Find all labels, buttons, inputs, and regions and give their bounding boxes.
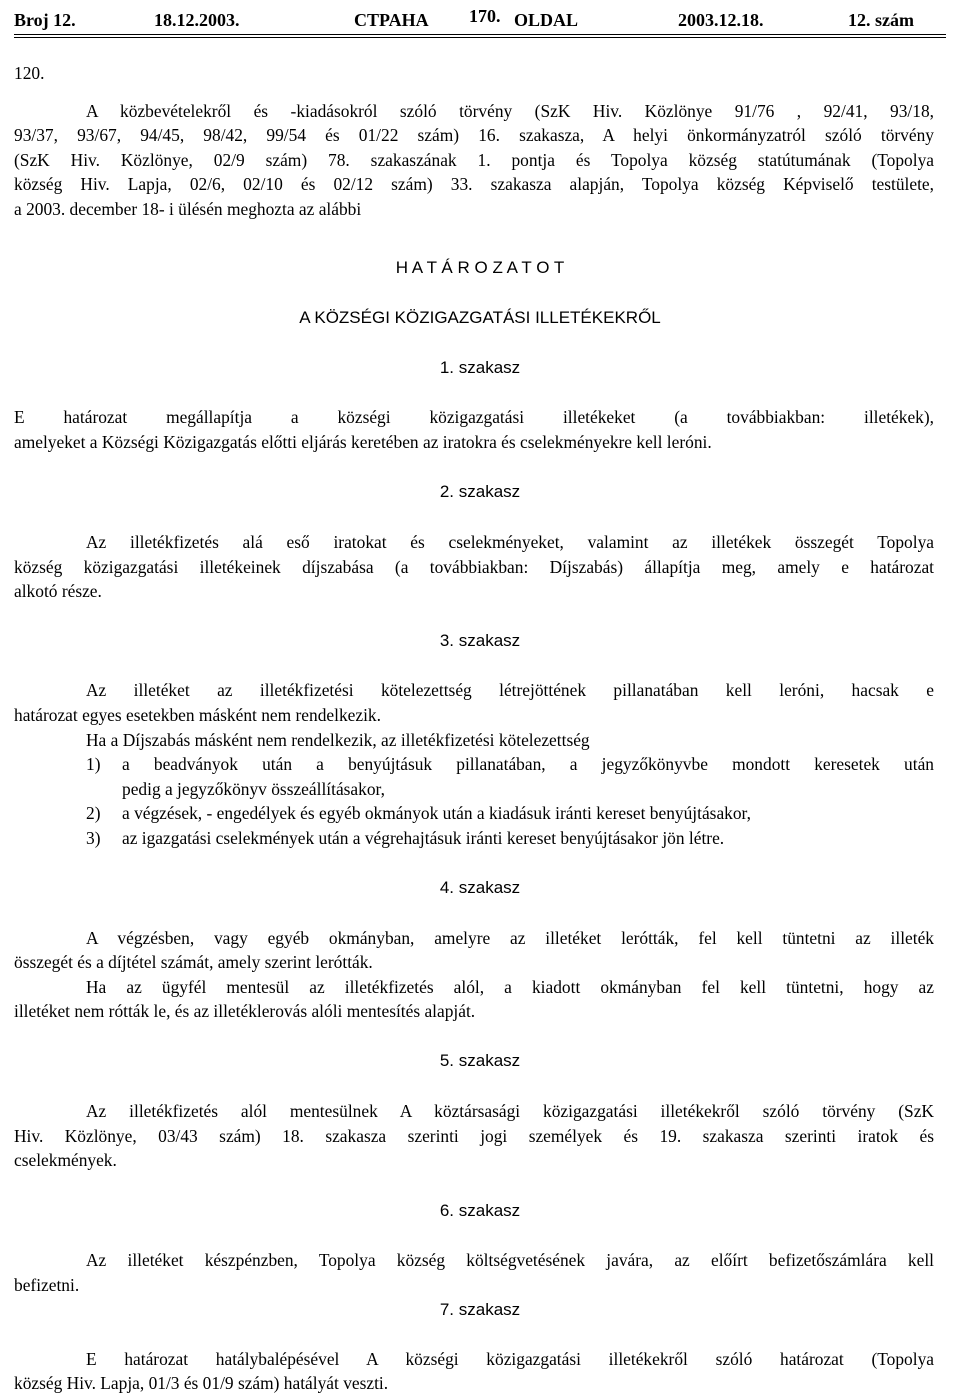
section-line: Az illetéket az illetékfizetési kötelezettség létrejöttének pillanatában kell leróni, hacsak e [86,680,934,700]
section-line: E határozat hatálybalépésével A községi közigazgatási illetékekről szóló határozat (Topolya [86,1349,934,1369]
list-item: a végzések, - engedélyek és egyéb okmányok után a kiadásuk iránti kereset benyújtásakor, [122,803,751,823]
section-line: illetéket nem rótták le, és az illetéklerovás alóli mentesítés alapját. [14,1001,476,1021]
section-heading: 4. szakasz [439,878,521,897]
section-line: alkotó része. [14,581,102,601]
list-item: a beadványok után a benyújtásuk pillanatában, a jegyzőkönyvbe mondott keresetek után [122,754,934,774]
section-line: község közigazgatási illetékeinek díjszabása (a továbbiakban: Díjszabás) állapítja meg, amely e határozat [14,557,934,577]
section-line: Az illetékfizetés alá eső iratokat és cselekményeket, valamint az illetékek összegét Topolya [86,532,934,552]
intro-line: (SzK Hiv. Közlönye, 02/9 szám) 78. szakaszának 1. pontja és Topolya község statútumának (Topolya [14,150,934,170]
section-line: amelyeket a Községi Közigazgatás előtti eljárás keretében az iratokra és cselekményekre kell leróni. [14,432,712,452]
list-item-number: 2) [86,803,101,823]
section-heading: 5. szakasz [439,1051,521,1070]
issue-number: Broj 12. [14,10,76,30]
list-item-number: 3) [86,828,101,848]
section-line: A végzésben, vagy egyéb okmányban, amelyre az illetéket lerótták, fel kell tüntetni az illeték [86,928,934,948]
intro-line: község Hiv. Lapja, 02/6, 02/10 és 02/12 szám) 33. szakasza alapján, Topolya község Képviselő testülete, [14,174,934,194]
section-heading: 1. szakasz [439,358,521,377]
intro-line: A közbevételekről és -kiadásokról szóló törvény (SzK Hiv. Közlönye 91/76 , 92/41, 93/18, [86,101,934,121]
section-line: község Hiv. Lapja, 01/3 és 01/9 szám) hatályát veszti. [14,1373,389,1393]
section-line: cselekmények. [14,1150,117,1170]
section-line: E határozat megállapítja a községi közigazgatási illetékeket (a továbbiakban: illetékek), [14,407,934,427]
document-title: H A T Á R O Z A T O T [395,258,565,277]
list-item-continuation: pedig a jegyzőkönyv összeállításakor, [122,779,385,799]
document-subtitle: A KÖZSÉGI KÖZIGAZGATÁSI ILLETÉKEKRŐL [299,308,661,327]
list-item: az igazgatási cselekmények után a végrehajtásuk iránti kereset benyújtásakor jön létre. [122,828,725,848]
header-date-hungarian: 2003.12.18. [678,10,764,30]
section-heading: 7. szakasz [439,1300,521,1319]
header-page-label-serbian: CTPAHA [354,10,429,30]
intro-line: 93/37, 93/67, 94/45, 98/42, 99/54 és 01/22 szám) 16. szakasza, A helyi önkormányzatról szóló törvény [14,125,934,145]
section-line: Az illetékfizetés alól mentesülnek A köztársasági közigazgatási illetékekről szóló törvény (SzK [86,1101,934,1121]
intro-line: a 2003. december 18- i ülésén meghozta az alábbi [14,199,362,219]
section-heading: 2. szakasz [439,482,521,501]
section-line: Ha a Díjszabás másként nem rendelkezik, az illetékfizetési kötelezettség [86,730,590,750]
page-header [14,6,946,36]
header-rule-thin [14,37,946,38]
item-number: 120. [14,63,45,83]
section-line: Ha az ügyfél mentesül az illetékfizetés alól, a kiadott okmányban fel kell tüntetni, hogy az [86,977,934,997]
header-rule [14,34,946,35]
section-line: összegét és a díjtétel számát, amely szerint lerótták. [14,952,373,972]
section-line: befizetni. [14,1275,80,1295]
section-line: Az illetéket készpénzben, Topolya község költségvetésének javára, az előírt befizetőszámlára kell [86,1250,934,1270]
section-heading: 3. szakasz [439,631,521,650]
section-line: határozat egyes esetekben másként nem rendelkezik. [14,705,381,725]
list-item-number: 1) [86,754,101,774]
section-heading: 6. szakasz [439,1201,521,1220]
page-number: 170. [469,6,501,26]
header-date-serbian: 18.12.2003. [154,10,240,30]
header-page-label-hungarian: OLDAL [514,10,579,30]
section-line: Hiv. Közlönye, 03/43 szám) 18. szakasza szerinti jogi személyek és 19. szakasza szerinti iratok és [14,1126,934,1146]
issue-number-hungarian: 12. szám [848,10,914,30]
